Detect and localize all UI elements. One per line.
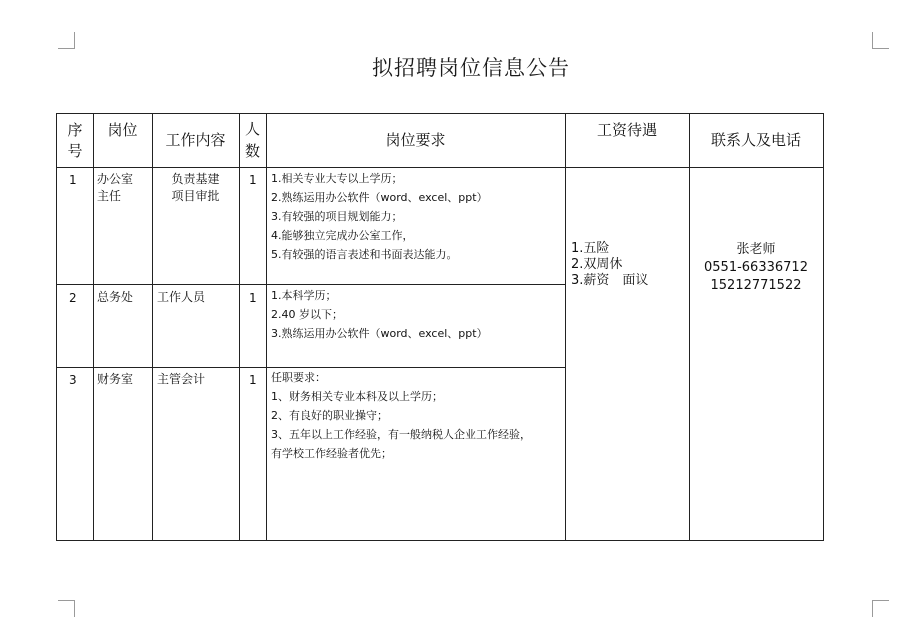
header-duties: 工作内容 bbox=[165, 131, 226, 149]
row3-count: 1 bbox=[249, 373, 257, 387]
row1-requirements bbox=[271, 169, 488, 264]
row1-position-line: 办公室 bbox=[97, 172, 134, 186]
col-divider bbox=[239, 114, 240, 540]
col-divider bbox=[565, 114, 566, 540]
requirement-line: 2.40 岁以下； bbox=[271, 308, 343, 321]
contact-info bbox=[689, 241, 823, 295]
requirement-line: 5.有较强的语言表述和书面表达能力。 bbox=[271, 248, 458, 261]
row2-requirements bbox=[271, 286, 488, 343]
requirement-line: 2、有良好的职业操守； bbox=[271, 409, 388, 422]
row2-seq: 2 bbox=[69, 291, 77, 305]
salary-benefits bbox=[571, 241, 648, 289]
row1-position bbox=[97, 171, 133, 205]
header-requirements: 岗位要求 bbox=[385, 131, 446, 149]
requirement-line: 3.有较强的项目规划能力； bbox=[271, 210, 403, 223]
row2-position: 总务处 bbox=[97, 290, 134, 304]
header-contact: 联系人及电话 bbox=[710, 131, 801, 149]
page-corner-mark-bottom-right bbox=[872, 600, 889, 617]
requirement-line: 1.本科学历； bbox=[271, 289, 337, 302]
page-corner-mark-top-left bbox=[58, 32, 75, 49]
document-title: 拟招聘岗位信息公告 bbox=[372, 56, 570, 80]
job-table bbox=[56, 113, 824, 541]
header-salary: 工资待遇 bbox=[596, 121, 657, 139]
requirement-line: 4.能够独立完成办公室工作， bbox=[271, 229, 414, 242]
row3-requirements bbox=[271, 368, 531, 463]
header-seq-line: 号 bbox=[67, 142, 83, 160]
col-divider bbox=[689, 114, 690, 540]
row2-duties: 工作人员 bbox=[157, 290, 206, 304]
row3-seq: 3 bbox=[69, 373, 77, 387]
header-seq-line: 序 bbox=[67, 121, 83, 139]
row1-duties bbox=[152, 171, 239, 205]
header-count-line: 人 bbox=[244, 120, 260, 138]
row3-position: 财务室 bbox=[97, 372, 134, 386]
contact-phone: 0551-66336712 bbox=[704, 260, 808, 275]
page-corner-mark-bottom-left bbox=[58, 600, 75, 617]
row1-duties-line: 项目审批 bbox=[171, 189, 220, 203]
header-count bbox=[239, 118, 266, 162]
row1-duties-line: 负责基建 bbox=[171, 172, 220, 186]
header-seq bbox=[57, 120, 93, 162]
requirement-line: 有学校工作经验者优先； bbox=[271, 447, 392, 460]
requirement-line: 3.熟练运用办公软件（word、excel、ppt） bbox=[271, 327, 488, 340]
page-corner-mark-top-right bbox=[872, 32, 889, 49]
row1-count: 1 bbox=[249, 173, 257, 187]
requirement-line: 3、五年以上工作经验，有一般纳税人企业工作经验， bbox=[271, 428, 531, 441]
requirement-line: 2.熟练运用办公软件（word、excel、ppt） bbox=[271, 191, 488, 204]
salary-line: 2.双周休 bbox=[571, 257, 623, 272]
row2-count: 1 bbox=[249, 291, 257, 305]
requirement-line: 1、财务相关专业本科及以上学历； bbox=[271, 390, 443, 403]
contact-mobile: 15212771522 bbox=[710, 278, 802, 293]
row3-duties: 主管会计 bbox=[157, 372, 206, 386]
header-position: 岗位 bbox=[107, 121, 138, 139]
requirement-line: 任职要求： bbox=[271, 371, 326, 384]
col-divider bbox=[266, 114, 267, 540]
salary-line: 1.五险 bbox=[571, 241, 610, 256]
row1-position-line: 主任 bbox=[97, 189, 122, 203]
requirement-line: 1.相关专业大专以上学历； bbox=[271, 172, 403, 185]
contact-name: 张老师 bbox=[736, 242, 776, 257]
header-count-line: 数 bbox=[244, 142, 260, 160]
salary-line: 3.薪资 面议 bbox=[571, 273, 649, 288]
row-divider bbox=[57, 284, 565, 285]
col-divider bbox=[93, 114, 94, 540]
header-divider bbox=[57, 167, 823, 168]
row1-seq: 1 bbox=[69, 173, 77, 187]
